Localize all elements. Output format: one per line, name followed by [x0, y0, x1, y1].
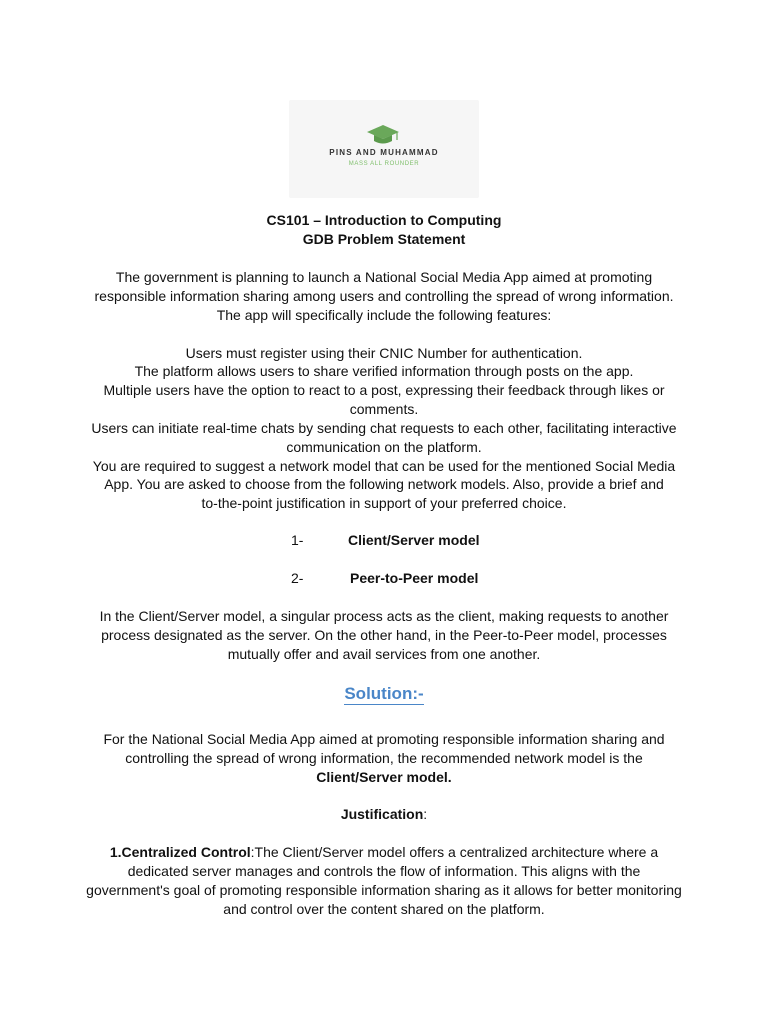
solution-line: controlling the spread of wrong information, the recommended network model is the: [125, 750, 643, 766]
model-description-line: mutually offer and avail services from one another.: [227, 646, 541, 662]
point1-line: dedicated server manages and controls the flow of information. This aligns with the: [127, 863, 641, 879]
intro-line: The government is planning to launch a National Social Media App aimed at promoting: [115, 269, 653, 285]
solution-line: For the National Social Media App aimed at promoting responsible information sharing and: [103, 731, 665, 747]
recommendation: Client/Server model.: [316, 769, 452, 785]
document-title: CS101 – Introduction to Computing: [266, 212, 502, 228]
list-label: Client/Server model: [348, 532, 480, 548]
intro-line: The app will specifically include the following features:: [216, 307, 552, 323]
intro-line: responsible information sharing among users and controlling the spread of wrong information.: [94, 288, 674, 304]
feature-line: Users must register using their CNIC Number for authentication.: [185, 345, 583, 361]
document-subtitle: GDB Problem Statement: [302, 231, 466, 247]
feature-line: comments.: [349, 401, 419, 417]
model-description-line: In the Client/Server model, a singular process acts as the client, making requests to another: [99, 608, 669, 624]
logo-title: PINS AND MUHAMMAD: [329, 148, 439, 157]
point1-line: and control over the content shared on the platform.: [223, 901, 545, 917]
logo-subtitle: MASS ALL ROUNDER: [348, 161, 420, 167]
point1-first-line: 1.Centralized Control:The Client/Server model offers a centralized architecture where a: [109, 844, 659, 860]
feature-line: App. You are asked to choose from the following network models. Also, provide a brief and: [104, 476, 664, 492]
feature-line: to-the-point justification in support of your preferred choice.: [201, 495, 567, 511]
model-description-line: process designated as the server. On the other hand, in the Peer-to-Peer model, processes: [101, 627, 667, 643]
graduation-cap-icon: [366, 124, 400, 146]
point1-line: government's goal of promoting responsible information sharing as it allows for better monitoring: [86, 882, 682, 898]
list-number: 2-: [291, 570, 304, 586]
feature-line: Users can initiate real-time chats by sending chat requests to each other, facilitating interactive: [91, 420, 677, 436]
list-number: 1-: [291, 532, 304, 548]
feature-line: Multiple users have the option to react to a post, expressing their feedback through likes or: [103, 382, 665, 398]
solution-heading: Solution:-: [344, 684, 424, 703]
feature-line: communication on the platform.: [286, 439, 482, 455]
feature-line: You are required to suggest a network model that can be used for the mentioned Social Media: [92, 458, 676, 474]
list-label: Peer-to-Peer model: [350, 570, 479, 586]
logo: [289, 100, 479, 198]
point1-label: 1.Centralized Control: [109, 844, 251, 860]
feature-line: The platform allows users to share verified information through posts on the app.: [134, 363, 634, 379]
justification-heading: Justification:: [340, 806, 428, 822]
